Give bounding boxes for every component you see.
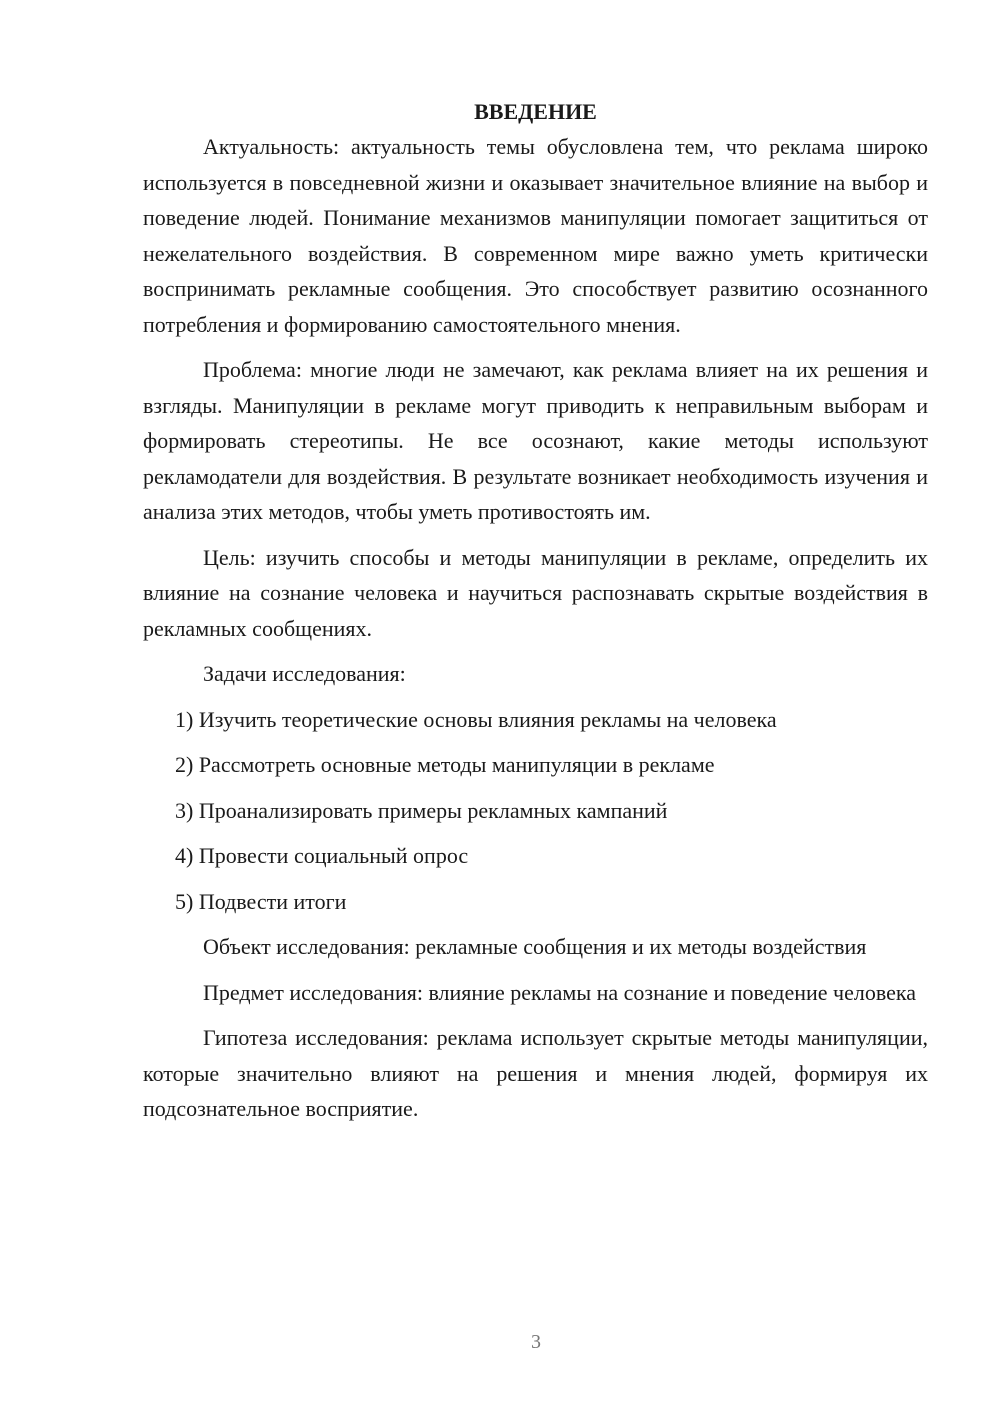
page-number: 3 (531, 1331, 541, 1353)
paragraph-goal: Цель: изучить способы и методы манипуляции в рекламе, определить их влияние на сознание человека и научиться распознавать скрытые воздействия в рекламных сообщениях. (143, 544, 928, 641)
paragraph-object: Объект исследования: рекламные сообщения и их методы воздействия (203, 934, 867, 959)
paragraph-hypothesis: Гипотеза исследования: реклама использует скрытые методы манипуляции, которые значительно влияют на решения и мнения людей, формируя их подсознательное восприятие. (143, 1025, 928, 1121)
task-item: 1) Изучить теоретические основы влияния рекламы на человека (175, 706, 777, 732)
section-title: ВВЕДЕНИЕ (474, 99, 597, 124)
tasks-list (143, 702, 928, 920)
paragraph-problem: Проблема: многие люди не замечают, как реклама влияет на их решения и взгляды. Манипуляции в рекламе могут приводить к неправильным выборам и формировать стереотипы. Не все осознают, какие методы используют рекламодатели для воздействия. В результате возникает необходимость изучения и анализа этих методов, чтобы уметь противостоять им. (143, 357, 928, 524)
task-item: 5) Подвести итоги (175, 888, 347, 914)
paragraph-relevance: Актуальность: актуальность темы обусловлена тем, что реклама широко используется в повседневной жизни и оказывает значительное влияние на выбор и поведение людей. Понимание механизмов манипуляции помогает защититься от нежелательного воздействия. В современном мире важно уметь критически воспринимать рекламные сообщения. Это способствует развитию осознанного потребления и формированию самостоятельного мнения. (143, 134, 928, 337)
task-item: 4) Провести социальный опрос (175, 843, 469, 868)
document-page (143, 94, 928, 1127)
tasks-heading: Задачи исследования: (203, 661, 406, 686)
paragraph-subject: Предмет исследования: влияние рекламы на сознание и поведение человека (203, 979, 916, 1005)
task-item: 3) Проанализировать примеры рекламных кампаний (175, 797, 668, 823)
task-item: 2) Рассмотреть основные методы манипуляции в рекламе (175, 752, 715, 777)
